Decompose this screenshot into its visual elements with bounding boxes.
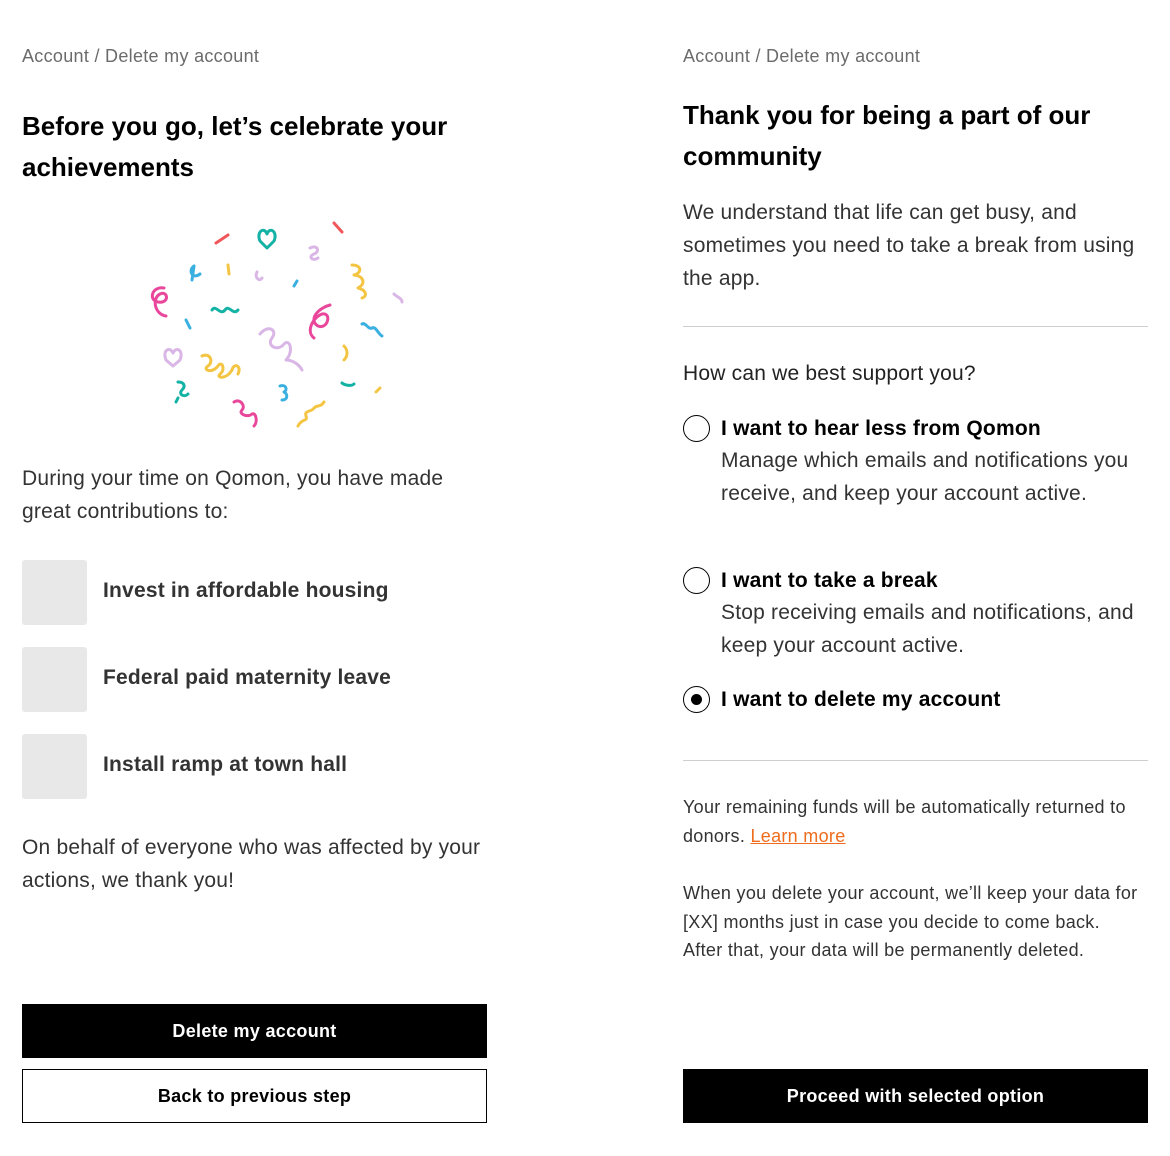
radio-button[interactable]	[683, 567, 710, 594]
confetti-illustration	[122, 210, 412, 440]
option-title: I want to delete my account	[721, 688, 1001, 711]
page-title: Thank you for being a part of our community	[683, 100, 1091, 171]
radio-selected-dot	[691, 694, 702, 705]
contribution-label: Federal paid maternity leave	[103, 666, 392, 689]
data-retention-notice: When you delete your account, we’ll keep your data for [XX] months just in case you decide to come back. After that, your data will be permanently deleted.	[683, 883, 1138, 960]
option-take-break[interactable]	[683, 565, 1148, 663]
support-question: How can we best support you?	[683, 362, 976, 385]
contribution-item	[22, 560, 487, 625]
radio-button-selected[interactable]	[683, 686, 710, 713]
funds-notice-text: Your remaining funds will be automatically returned to donors.	[683, 797, 1126, 846]
contributions-intro: During your time on Qomon, you have made great contributions to:	[22, 467, 444, 523]
contribution-thumbnail	[22, 647, 87, 712]
contribution-label: Install ramp at town hall	[103, 753, 348, 776]
contribution-label: Invest in affordable housing	[103, 579, 389, 602]
delete-account-button[interactable]: Delete my account	[22, 1004, 487, 1058]
option-delete-account[interactable]	[683, 684, 1148, 718]
celebrate-panel	[22, 0, 487, 1156]
breadcrumb: Account / Delete my account	[683, 46, 921, 66]
radio-button[interactable]	[683, 415, 710, 442]
proceed-button[interactable]: Proceed with selected option	[683, 1069, 1148, 1123]
contribution-item	[22, 734, 487, 799]
contribution-thumbnail	[22, 734, 87, 799]
funds-notice	[683, 793, 1138, 850]
learn-more-link[interactable]: Learn more	[750, 825, 846, 846]
option-hear-less[interactable]	[683, 413, 1148, 543]
divider	[683, 760, 1148, 761]
page-title: Before you go, let’s celebrate your achievements	[22, 111, 448, 182]
back-button[interactable]: Back to previous step	[22, 1069, 487, 1123]
option-title: I want to take a break	[721, 569, 938, 592]
option-description: Manage which emails and notifications you receive, and keep your account active.	[721, 449, 1129, 505]
thank-you-message: On behalf of everyone who was affected by your actions, we thank you!	[22, 836, 481, 892]
intro-text: We understand that life can get busy, and sometimes you need to take a break from using the app.	[683, 201, 1135, 290]
option-description: Stop receiving emails and notifications, and keep your account active.	[721, 601, 1134, 657]
option-title: I want to hear less from Qomon	[721, 417, 1041, 440]
contribution-thumbnail	[22, 560, 87, 625]
divider	[683, 326, 1148, 327]
support-options-panel	[683, 0, 1148, 1156]
contribution-item	[22, 647, 487, 712]
breadcrumb: Account / Delete my account	[22, 46, 260, 66]
